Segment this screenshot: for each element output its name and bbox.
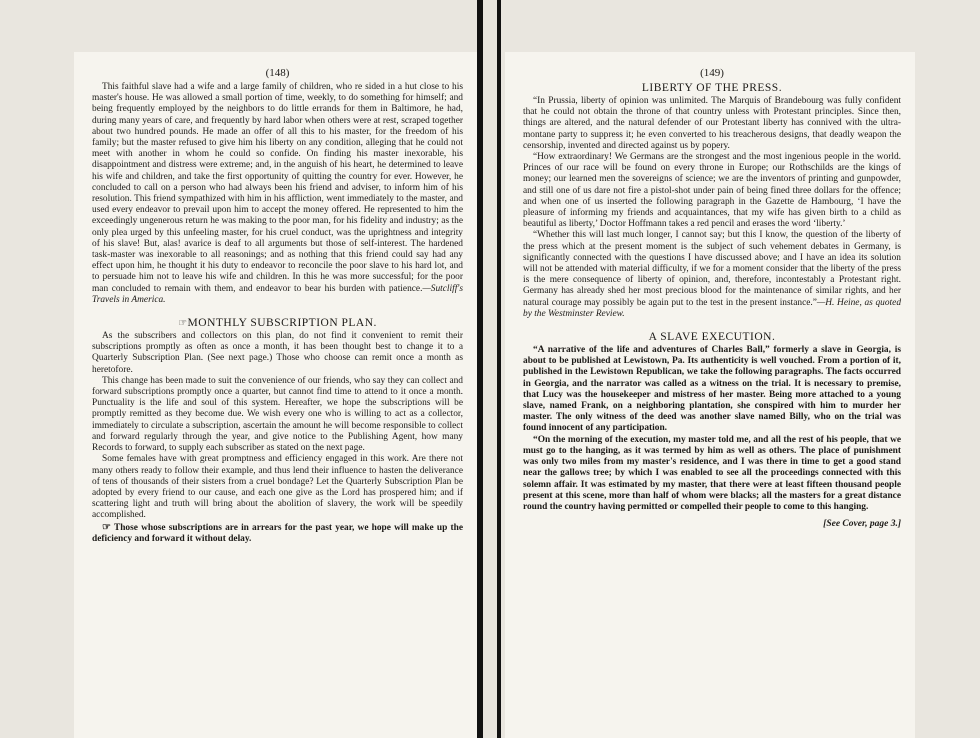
section-heading: ☞MONTHLY SUBSCRIPTION PLAN. xyxy=(178,317,377,330)
right-gutter-shadow xyxy=(497,0,501,738)
pointing-hand-icon: ☞ xyxy=(102,521,111,533)
left-gutter-shadow xyxy=(477,0,483,738)
press-paragraph-3: “Whether this will last much longer, I cannot say; but this I know, the question of the liberty of the press which at the present moment is the subject of such vehement debates in Germany, is significantly connected with the questions I have discussed above; and I have an idea its solution will not be attended with material difficulty, if we for a moment consider that the liberty of the press is the mere consequence of liberty of opinion, and, therefore, incontestably a Protestant right. Germany has already shed her most precious blood for the maintenance of similar rights, and her natural courage may possibly be again put to the test in the present instance.”—H. Heine, as quoted by the Westminster Review. xyxy=(523,230,902,319)
left-page xyxy=(74,52,477,738)
execution-paragraph-2: “On the morning of the execution, my master told me, and all the rest of his people, that we must go to the hanging, as it was termed by him as well as others. The place of punishment was only two miles from my master's residence, and I was there in time to get a good stand near the gallows tree; by which I was enabled to see all the proceedings connected with this solemn affair. It was estimated by my master, that there were at least fifteen thousand people present at this scene, more than half of whom were blacks; all the masters for a great distance round the country having permitted or compelled their people to come to this hanging. xyxy=(523,434,901,512)
press-paragraph-2: “How extraordinary! We Germans are the strongest and the most ingenious people in the world. Princes of our race will be found on every throne in Europe; our Rothschilds are the kings of money; our learned men the sovereigns of science; we are the inventors of printing and gunpowder, and still one of us dare not fire a pistol-shot under pain of being fined three dollars for the offence; and when one of us inserted the following paragraph in the Gazette de Hambourg, ‘I have the pleasure of informing my friends and acquaintances, that my wife has given birth to a child as beautiful as liberty,’ Doctor Hoffmann takes a red pencil and erases the word ‘liberty.’ xyxy=(523,152,901,230)
press-paragraph-1: “In Prussia, liberty of opinion was unlimited. The Marquis of Brandebourg was fully confident that he could not obtain the throne of that country unless with Protestant principles. Since then, things are altered, and the natural defender of our Protestant liberty has connived with the ultra-montane party to suppress it; he even converted to his treacherous designs, that deadly weapon the censorship, invented and directed against us by popery. xyxy=(523,96,901,151)
pointing-hand-icon: ☞ xyxy=(178,318,188,330)
cover-reference: [See Cover, page 3.] xyxy=(823,519,901,530)
page-number: (149) xyxy=(700,67,724,79)
plan-paragraph-3: Some females have with great promptness and efficiency engaged in this work. Are there not many others ready to follow their example, and thus lend their influence to hasten the deliverance of tens of thousands of their sisters from a cruel bondage? Let the Quarterly Subscription Plan be adopted by every friend to our cause, and each one give as the Lord has prospered him; and if scattering light and truth will bring about the abolition of slavery, the work will be speedily accomplished. xyxy=(92,454,463,521)
section-heading: A SLAVE EXECUTION. xyxy=(648,331,776,344)
section-heading: LIBERTY OF THE PRESS. xyxy=(641,82,783,94)
plan-paragraph-2: This change has been made to suit the convenience of our friends, who say they can collect and forward subscriptions promptly once a quarter, but cannot find time to attend to it once a month. Punctuality is the life and soul of this system. Hereafter, we hope the subscriptions will be promptly remitted as they become due. We wish every one who is willing to act as a collector, immediately to circulate a subscription, ascertain the amount he will become responsible to collect and forward regularly through the year, and give notice to the Publishing Agent, how many Records to forward, to supply each subscriber as stated on the next page. xyxy=(92,375,463,454)
right-page xyxy=(505,52,915,738)
story-source: —Sutcliff's Travels in America. xyxy=(92,283,463,305)
plan-paragraph-4: ☞ Those whose subscriptions are in arrears for the past year, we hope will make up the deficiency and forward it without delay. xyxy=(92,521,463,544)
plan-paragraph-1: As the subscribers and collectors on this plan, do not find it convenient to remit their subscriptions promptly as often as once a month, it has been thought best to change it to a Quarterly Subscription Plan. (See next page.) Those who choose can remit once a month as heretofore. xyxy=(92,331,463,375)
press-source: —H. Heine, as quoted by the Westminster Review. xyxy=(523,297,902,319)
slave-story-paragraph: This faithful slave had a wife and a large family of children, who re sided in a hut close to his master's house. He was allowed a small portion of time, weekly, to do something for himself; and being frequently employed by the neighbors to do little errands for them in Baltimore, he had, during many years of care, and frequently by hard labor when others were at rest, scraped together about two hundred pounds. He made an offer of all this to his master, for the freedom of his family; but the master refused to give him his liberty on any condition, alleging that he could not meet with another in whom he could so confide. On finding his master inexorable, his disappointment and distress were extreme; and, in the anguish of his heart, he determined to leave his wife and children, and take the first opportunity of quitting the country for ever. However, he concluded to call on a person who had always been his friend and adviser, to inform him of his resolution. This friend sympathized with him in his affliction, went immediately to the master, and used every endeavor to prevail upon him to accept the money offered. He represented to him the exceedingly ungenerous return he was making to the poor man, for his fidelity and industry; as the only plea urged by this unfeeling master, for his cruel conduct, was the uprightness and integrity of his slave! But, alas! avarice is deaf to all arguments but those of self-interest. The hardened task-master was inexorable to all reasonings; and as nothing that this friend could say had any effect upon him, he thought it his duty to endeavor to reconcile the poor slave to his hard lot, and to persuade him not to leave his wife and children. In this he was more successful; for the poor man concluded to remain with them, and endeavor to bear his burden with patience.—Sutcliff's Travels in America. xyxy=(92,82,463,305)
execution-paragraph-1: “A narrative of the life and adventures of Charles Ball,” formerly a slave in Georgia, is about to be published at Lewistown, Pa. Its authenticity is well vouched. From a portion of it, published in the Lewistown Republican, we take the following paragraphs. The facts occurred in Georgia, and the narrator was called as a witness on the trial. It is necessary to premise, that Lucy was the housekeeper and mistress of her master. Being more attached to a young slave, named Frank, on a neighboring plantation, she conspired with him to murder her master. The only witness of the deed was another slave named Billy, who on the trial was found innocent of any participation. xyxy=(523,345,901,434)
page-number: (148) xyxy=(265,67,290,79)
